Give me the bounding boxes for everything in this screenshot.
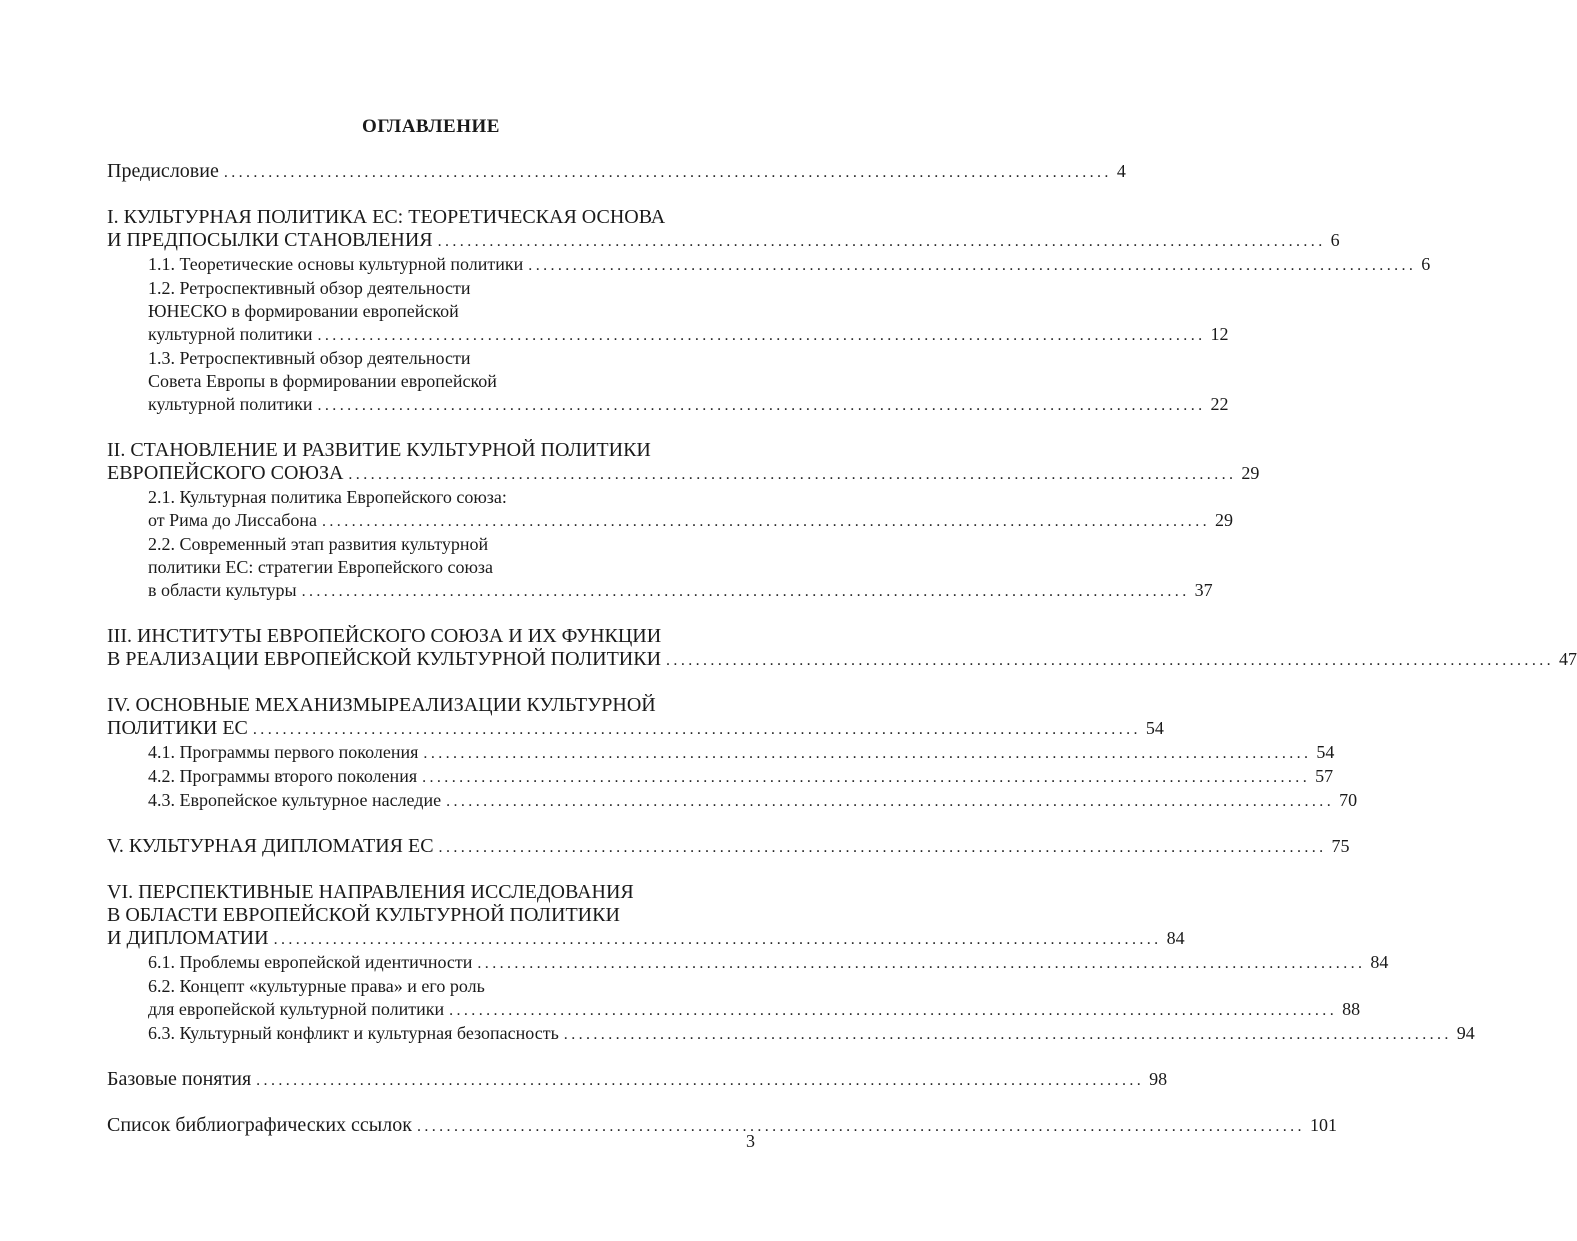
toc-page-number: 75: [1331, 836, 1350, 856]
dot-leader: ........................................................................................................................: [438, 839, 1327, 856]
toc-entry-title: 1.2. Ретроспективный обзор деятельности: [148, 278, 471, 298]
toc-line: [107, 462, 1260, 486]
dot-leader: ........................................................................................................................: [477, 955, 1366, 972]
toc-page-number: 54: [1145, 718, 1164, 738]
toc-line: [107, 1068, 1168, 1092]
toc-line: [107, 648, 1577, 672]
toc-page-number: 29: [1241, 463, 1260, 483]
toc-page-number: 94: [1456, 1023, 1475, 1043]
dot-leader: ........................................................................................................................: [449, 1002, 1338, 1019]
toc-line: [148, 1022, 1475, 1046]
toc-page-number: 6: [1330, 230, 1340, 250]
toc-entry-title: культурной политики: [148, 394, 313, 414]
toc-page-number: 84: [1370, 952, 1389, 972]
toc-page-number: 4: [1116, 161, 1126, 181]
toc-page-number: 57: [1315, 766, 1334, 786]
toc-entry-title: 2.2. Современный этап развития культурной: [148, 534, 489, 554]
dot-leader: ........................................................................................................................: [666, 652, 1555, 669]
dot-leader: ........................................................................................................................: [317, 327, 1206, 344]
toc-line: [107, 1114, 1337, 1138]
toc-entry-chapter-5[interactable]: [107, 835, 1350, 859]
dot-leader: ........................................................................................................................: [563, 1026, 1452, 1043]
toc-page-number: 29: [1215, 510, 1233, 530]
toc-entry-title: VI. ПЕРСПЕКТИВНЫЕ НАПРАВЛЕНИЯ ИССЛЕДОВАНИЯ: [107, 881, 634, 903]
toc-entry-title: V. КУЛЬТУРНАЯ ДИПЛОМАТИЯ ЕС: [107, 835, 434, 857]
toc-page-number: 98: [1149, 1069, 1168, 1089]
dot-leader: ........................................................................................................................: [273, 931, 1162, 948]
toc-entry-title: Базовые понятия: [107, 1068, 252, 1090]
toc-entry-title: И ПРЕДПОСЫЛКИ СТАНОВЛЕНИЯ: [107, 229, 433, 251]
toc-entry-title: В РЕАЛИЗАЦИИ ЕВРОПЕЙСКОЙ КУЛЬТУРНОЙ ПОЛИТИКИ: [107, 648, 662, 670]
toc-page-number: 84: [1166, 928, 1185, 948]
toc-entry-title: 4.3. Европейское культурное наследие: [148, 790, 442, 810]
dot-leader: ........................................................................................................................: [446, 793, 1335, 810]
dot-leader: ........................................................................................................................: [416, 1118, 1305, 1135]
toc-entry-title: ЕВРОПЕЙСКОГО СОЮЗА: [107, 462, 344, 484]
toc-entry-title: 4.2. Программы второго поколения: [148, 766, 418, 786]
toc-entry-title: Совета Европы в формировании европейской: [148, 371, 497, 391]
toc-entry-chapter-6[interactable]: [107, 881, 1185, 951]
toc-line: [107, 927, 1185, 951]
toc-entry-section-2-2[interactable]: [107, 533, 1213, 603]
toc-entry-title: от Рима до Лиссабона: [148, 510, 317, 530]
toc-entry-preface[interactable]: [107, 160, 1126, 184]
toc-entry-title: ЮНЕСКО в формировании европейской: [148, 301, 459, 321]
toc-entry-title: политики ЕС: стратегии Европейского союза: [148, 557, 494, 577]
document-page: [107, 0, 1577, 1241]
toc-entry-title: И ДИПЛОМАТИИ: [107, 927, 269, 949]
toc-entry-title: Предисловие: [107, 160, 219, 182]
toc-line: [148, 509, 1233, 533]
dot-leader: ........................................................................................................................: [256, 1072, 1145, 1089]
toc-entry-section-4-1[interactable]: [107, 741, 1335, 765]
toc-entry-title: ПОЛИТИКИ ЕС: [107, 717, 248, 739]
toc-entry-title: III. ИНСТИТУТЫ ЕВРОПЕЙСКОГО СОЮЗА И ИХ ФУНКЦИИ: [107, 625, 662, 647]
toc-page-number: 6: [1421, 254, 1431, 274]
toc-line: [107, 835, 1350, 859]
toc-line: [107, 160, 1126, 184]
dot-leader: ........................................................................................................................: [528, 257, 1417, 274]
toc-line: [148, 323, 1229, 347]
toc-entry-chapter-2[interactable]: [107, 439, 1260, 486]
toc-entry-section-4-3[interactable]: [107, 789, 1358, 813]
toc-entry-title: культурной политики: [148, 324, 313, 344]
toc-entry-title: I. КУЛЬТУРНАЯ ПОЛИТИКА ЕС: ТЕОРЕТИЧЕСКАЯ ОСНОВА: [107, 206, 666, 228]
toc-line: [107, 229, 1340, 253]
dot-leader: ........................................................................................................................: [317, 397, 1206, 414]
toc-entry-title: 1.3. Ретроспективный обзор деятельности: [148, 348, 471, 368]
toc-entry-title: для европейской культурной политики: [148, 999, 445, 1019]
toc-entry-glossary[interactable]: [107, 1068, 1168, 1092]
toc-line: [148, 741, 1335, 765]
toc-entry-chapter-3[interactable]: [107, 625, 1577, 672]
toc-line: [148, 253, 1431, 277]
toc-entry-title: 1.1. Теоретические основы культурной политики: [148, 254, 524, 274]
toc-page-number: 101: [1309, 1115, 1337, 1135]
dot-leader: ........................................................................................................................: [437, 233, 1326, 250]
dot-leader: ........................................................................................................................: [423, 745, 1312, 762]
toc-entry-title: II. СТАНОВЛЕНИЕ И РАЗВИТИЕ КУЛЬТУРНОЙ ПОЛИТИКИ: [107, 439, 651, 461]
toc-entry-section-4-2[interactable]: [107, 765, 1334, 789]
dot-leader: ........................................................................................................................: [348, 466, 1237, 483]
toc-list: [107, 160, 1577, 1138]
dot-leader: ........................................................................................................................: [301, 583, 1190, 600]
toc-entry-title: В ОБЛАСТИ ЕВРОПЕЙСКОЙ КУЛЬТУРНОЙ ПОЛИТИКИ: [107, 904, 620, 926]
toc-page-number: 70: [1339, 790, 1358, 810]
toc-entry-chapter-1[interactable]: [107, 206, 1340, 253]
toc-page-number: 22: [1210, 394, 1229, 414]
page-number: 3: [746, 1131, 755, 1151]
toc-entry-title: 4.1. Программы первого поколения: [148, 742, 419, 762]
toc-entry-section-1-1[interactable]: [107, 253, 1431, 277]
toc-page-number: 88: [1342, 999, 1361, 1019]
toc-page-number: 37: [1194, 580, 1213, 600]
toc-entry-title: в области культуры: [148, 580, 297, 600]
toc-entry-section-6-1[interactable]: [107, 951, 1389, 975]
toc-entry-title: Список библиографических ссылок: [107, 1114, 412, 1136]
dot-leader: ........................................................................................................................: [322, 513, 1210, 530]
toc-page-number: 12: [1210, 324, 1229, 344]
dot-leader: ........................................................................................................................: [223, 164, 1112, 181]
toc-line: [107, 717, 1164, 741]
toc-entry-title: 6.3. Культурный конфликт и культурная безопасность: [148, 1023, 559, 1043]
toc-entry-title: 6.2. Концепт «культурные права» и его роль: [148, 976, 485, 996]
toc-entry-section-6-2[interactable]: [107, 975, 1361, 1022]
toc-entry-bibliography[interactable]: [107, 1114, 1337, 1138]
dot-leader: ........................................................................................................................: [252, 721, 1141, 738]
toc-entry-title: 6.1. Проблемы европейской идентичности: [148, 952, 473, 972]
toc-line: [148, 765, 1334, 789]
toc-entry-section-6-3[interactable]: [107, 1022, 1475, 1046]
toc-line: [148, 579, 1213, 603]
toc-page-number: 54: [1316, 742, 1335, 762]
toc-title: ОГЛАВЛЕНИЕ: [362, 116, 500, 137]
toc-entry-section-1-3[interactable]: [107, 347, 1229, 417]
toc-page-number: 47: [1559, 649, 1577, 669]
toc-entry-chapter-4[interactable]: [107, 694, 1164, 741]
toc-entry-section-1-2[interactable]: [107, 277, 1229, 347]
toc-entry-title: 2.1. Культурная политика Европейского союза:: [148, 487, 507, 507]
toc-line: [148, 951, 1389, 975]
toc-entry-title: IV. ОСНОВНЫЕ МЕХАНИЗМЫРЕАЛИЗАЦИИ КУЛЬТУРНОЙ: [107, 694, 656, 716]
toc-line: [148, 393, 1229, 417]
toc-line: [148, 998, 1361, 1022]
toc-entry-section-2-1[interactable]: [107, 486, 1233, 533]
dot-leader: ........................................................................................................................: [422, 769, 1311, 786]
toc-line: [148, 789, 1358, 813]
